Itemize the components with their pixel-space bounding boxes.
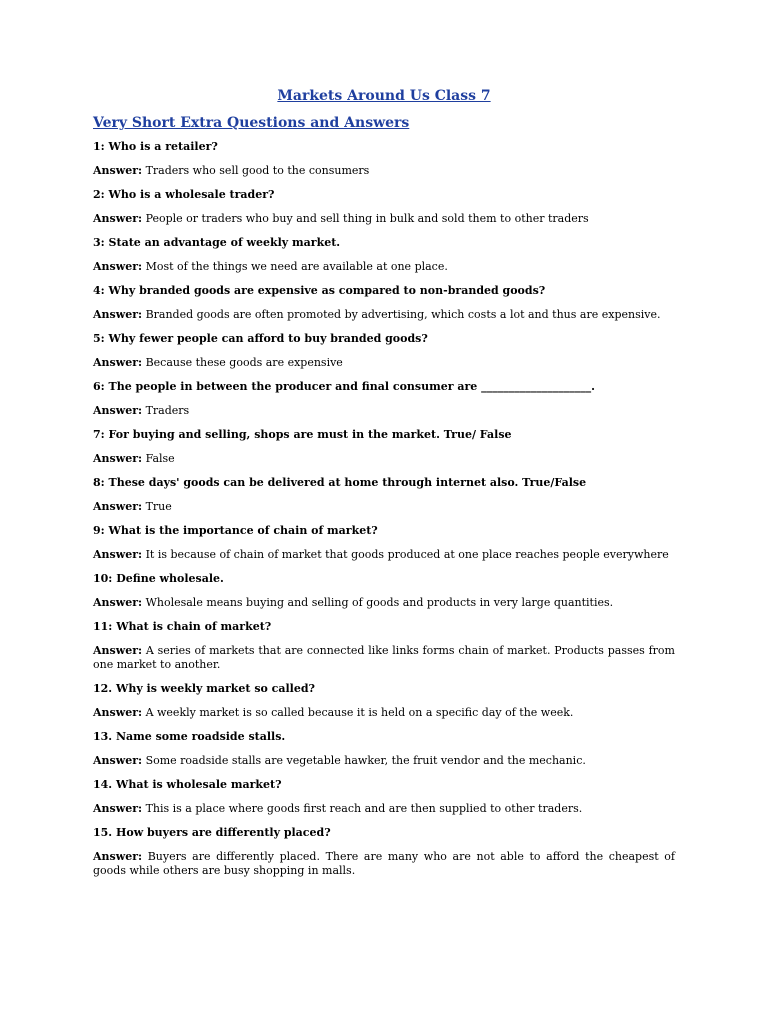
answer-label: Answer:: [93, 164, 143, 177]
question-12: 12. Why is weekly market so called?: [93, 682, 315, 695]
question-7: 7: For buying and selling, shops are must in the market. True/ False: [93, 428, 512, 441]
answer-text: Buyers are differently placed. There are many who are not able to afford the cheapest of goods while others are busy shopping in malls.: [93, 850, 676, 877]
question-4: 4: Why branded goods are expensive as compared to non-branded goods?: [93, 284, 546, 297]
answer-label: Answer:: [93, 548, 143, 561]
answer-8: [93, 500, 675, 514]
answer-9: [93, 548, 675, 562]
answer-label: Answer:: [93, 260, 143, 273]
answer-text: Most of the things we need are available at one place.: [145, 260, 448, 273]
answer-label: Answer:: [93, 356, 143, 369]
answer-7: [93, 452, 675, 466]
answer-text: Traders who sell good to the consumers: [145, 164, 370, 177]
answer-label: Answer:: [93, 644, 143, 657]
question-5: 5: Why fewer people can afford to buy branded goods?: [93, 332, 428, 345]
question-1: 1: Who is a retailer?: [93, 140, 218, 153]
answer-text: It is because of chain of market that goods produced at one place reaches people everywhere: [145, 548, 669, 561]
answer-text: Branded goods are often promoted by advertising, which costs a lot and thus are expensive.: [145, 308, 661, 321]
answer-1: [93, 164, 675, 178]
question-14: 14. What is wholesale market?: [93, 778, 282, 791]
answer-text: Some roadside stalls are vegetable hawker, the fruit vendor and the mechanic.: [145, 754, 586, 767]
question-2: 2: Who is a wholesale trader?: [93, 188, 275, 201]
answer-text: A weekly market is so called because it is held on a specific day of the week.: [145, 706, 574, 719]
answer-13: [93, 754, 675, 768]
answer-label: Answer:: [93, 850, 143, 863]
answer-text: People or traders who buy and sell thing in bulk and sold them to other traders: [145, 212, 589, 225]
question-8: 8: These days' goods can be delivered at home through internet also. True/False: [93, 476, 587, 489]
question-9: 9: What is the importance of chain of market?: [93, 524, 378, 537]
qa-list: [93, 140, 675, 888]
answer-3: [93, 260, 675, 274]
answer-label: Answer:: [93, 596, 143, 609]
answer-label: Answer:: [93, 212, 143, 225]
question-10: 10: Define wholesale.: [93, 572, 224, 585]
question-13: 13. Name some roadside stalls.: [93, 730, 286, 743]
answer-10: [93, 596, 675, 610]
page-title: Markets Around Us Class 7: [277, 88, 491, 104]
answer-text: Wholesale means buying and selling of goods and products in very large quantities.: [145, 596, 614, 609]
answer-label: Answer:: [93, 500, 143, 513]
answer-text: A series of markets that are connected like links forms chain of market. Products passes from one market to another.: [93, 644, 675, 671]
answer-label: Answer:: [93, 754, 143, 767]
answer-5: [93, 356, 675, 370]
answer-label: Answer:: [93, 308, 143, 321]
answer-12: [93, 706, 675, 720]
answer-text: True: [145, 500, 172, 513]
answer-2: [93, 212, 675, 226]
answer-text: This is a place where goods first reach and are then supplied to other traders.: [145, 802, 583, 815]
answer-11: [93, 644, 675, 672]
question-3: 3: State an advantage of weekly market.: [93, 236, 341, 249]
answer-label: Answer:: [93, 802, 143, 815]
answer-text: False: [145, 452, 175, 465]
answer-label: Answer:: [93, 452, 143, 465]
answer-text: Traders: [145, 404, 190, 417]
answer-15: [93, 850, 675, 878]
question-15: 15. How buyers are differently placed?: [93, 826, 331, 839]
answer-label: Answer:: [93, 404, 143, 417]
question-6: 6: The people in between the producer and final consumer are ____________________.: [93, 380, 595, 393]
question-11: 11: What is chain of market?: [93, 620, 272, 633]
answer-text: Because these goods are expensive: [145, 356, 343, 369]
answer-6: [93, 404, 675, 418]
answer-14: [93, 802, 675, 816]
answer-label: Answer:: [93, 706, 143, 719]
answer-4: [93, 308, 675, 322]
section-heading: Very Short Extra Questions and Answers: [93, 115, 410, 131]
